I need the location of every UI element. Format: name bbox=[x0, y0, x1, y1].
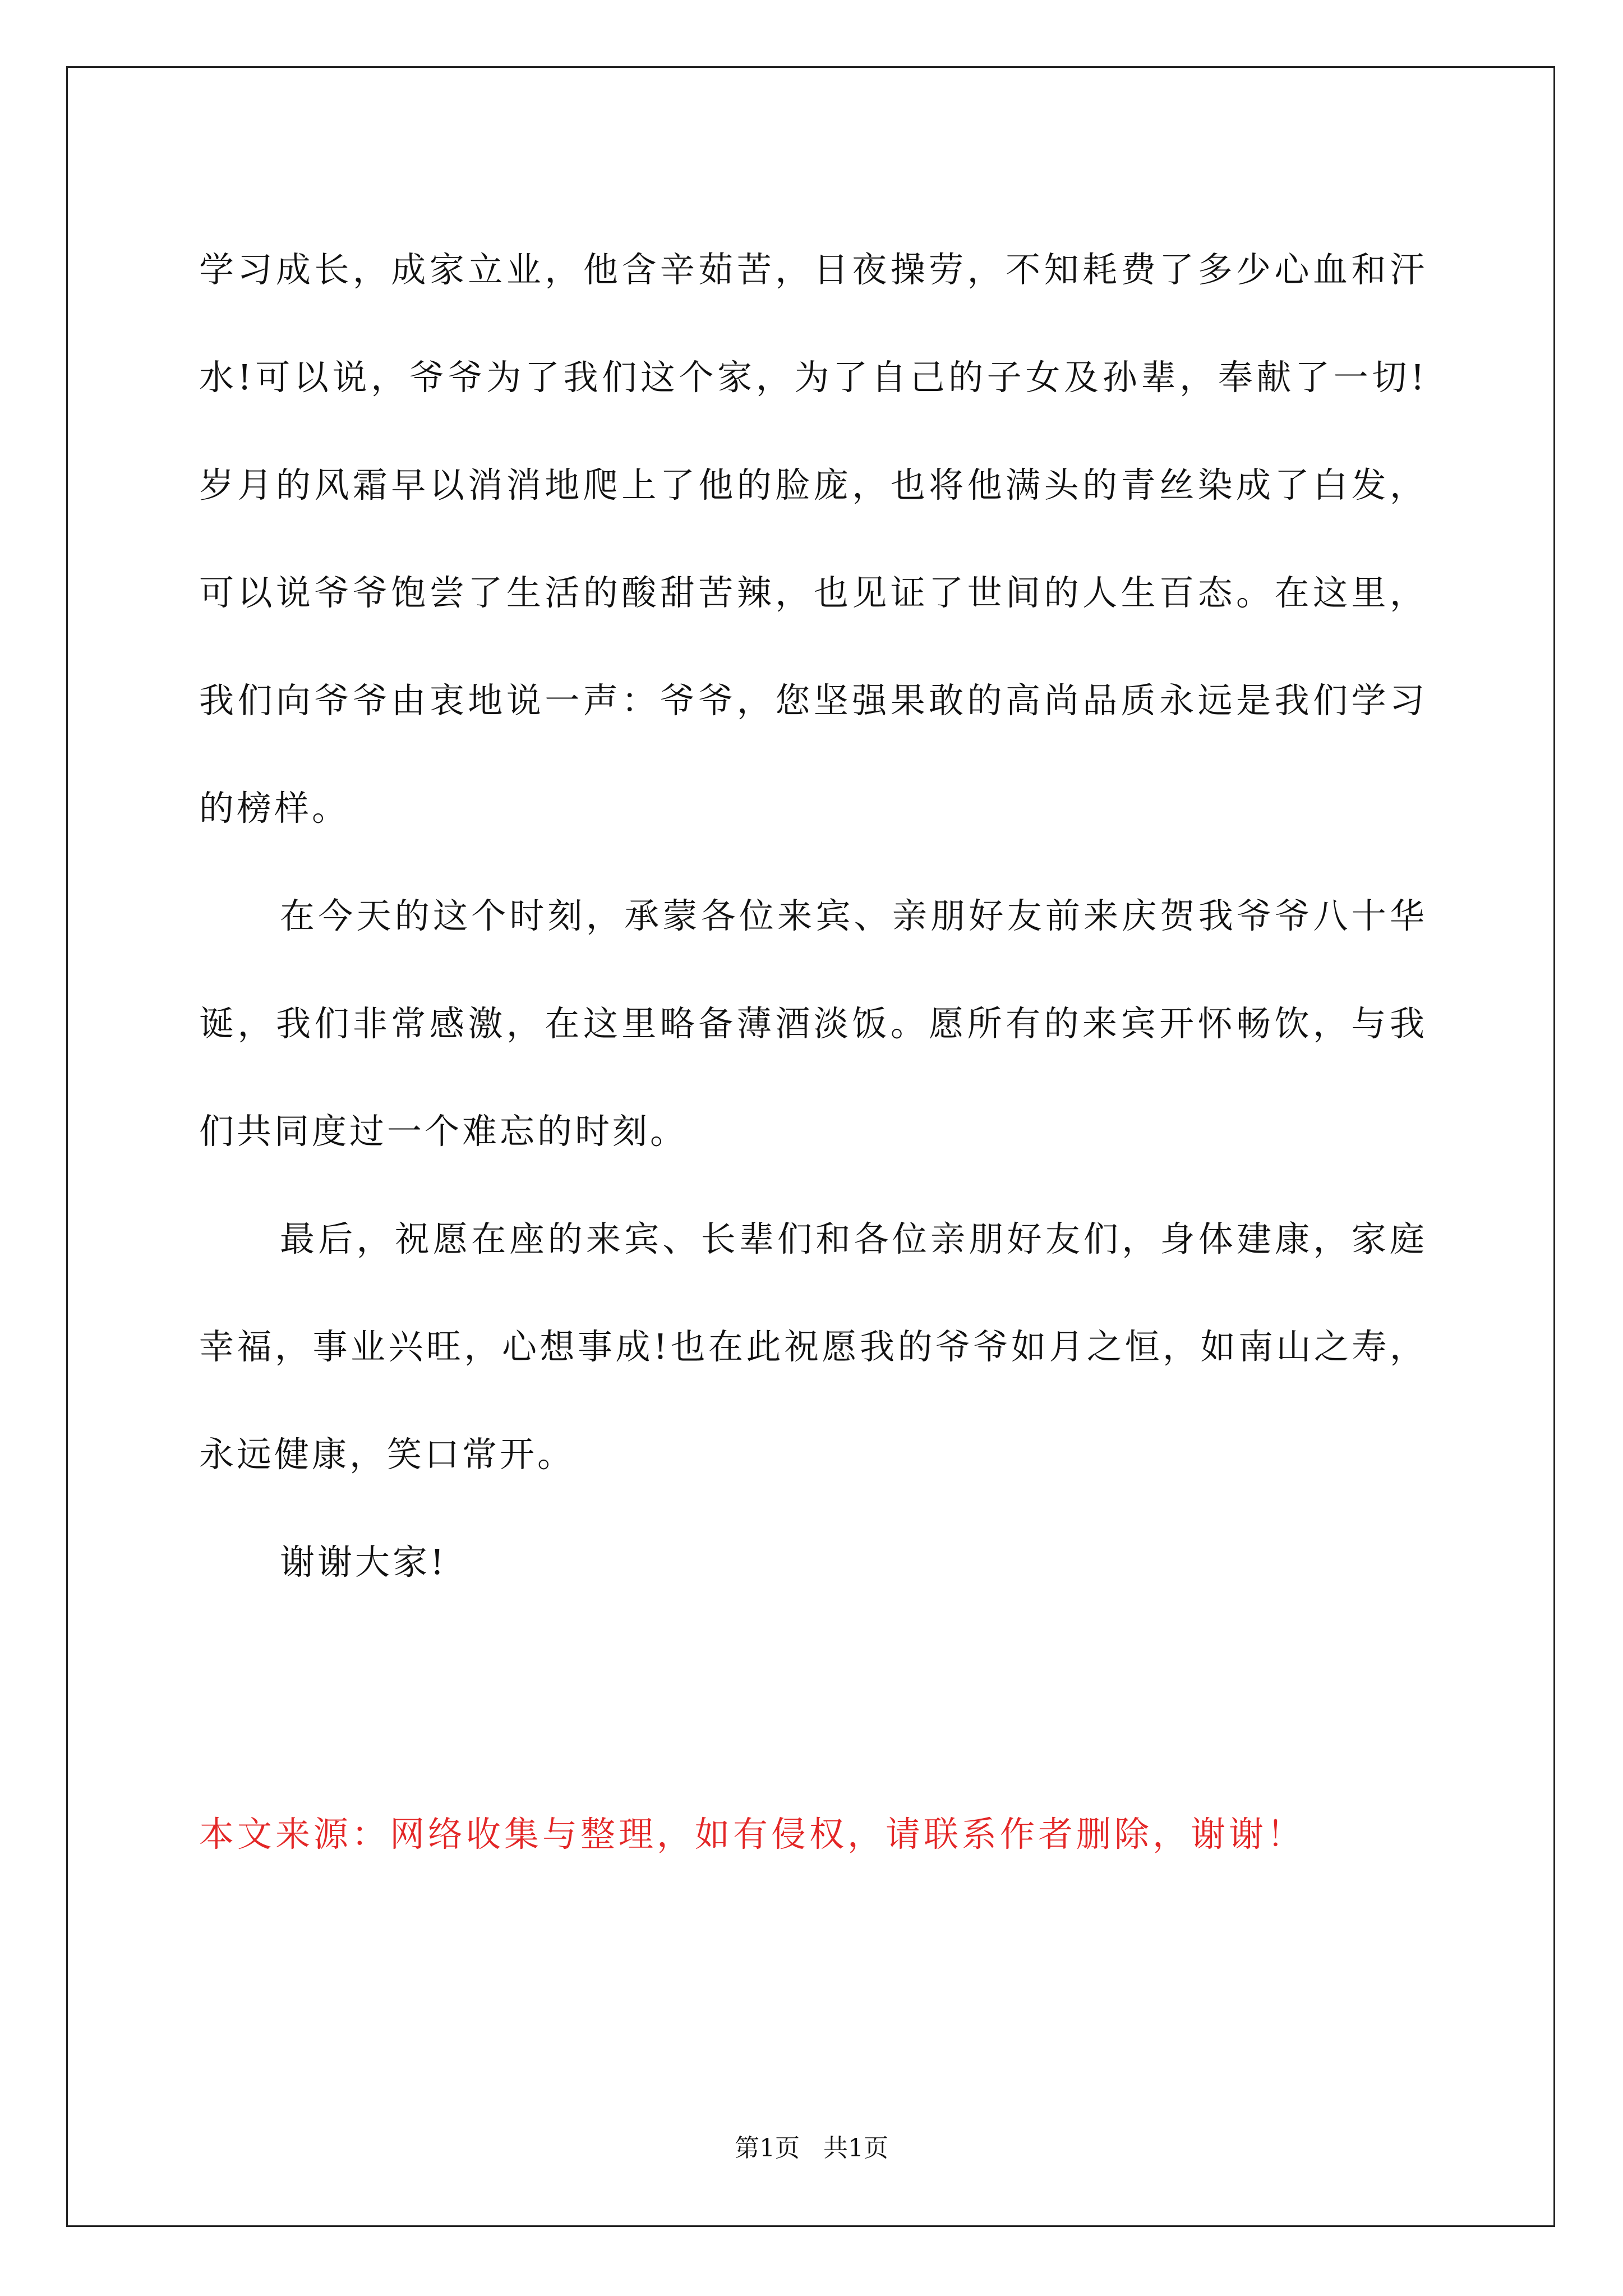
source-note: 本文来源：网络收集与整理，如有侵权，请联系作者删除，谢谢！ bbox=[199, 1814, 1306, 1855]
document-body bbox=[199, 216, 1427, 1616]
paragraph-1: 学习成长，成家立业，他含辛茹苦，日夜操劳，不知耗费了多少心血和汗水!可以说，爷爷为了我们这个家，为了自己的子女及孙辈，奉献了一切!岁月的风霜早以消消地爬上了他的脸庞，也将他满头的青丝染成了白发，可以说爷爷饱尝了生活的酸甜苦辣，也见证了世间的人生百态。在这里，我们向爷爷由衷地说一声：爷爷，您坚强果敢的高尚品质永远是我们学习的榜样。 bbox=[199, 249, 1427, 829]
page-footer: 第1页 共1页 bbox=[735, 2134, 888, 2162]
paragraph-4: 谢谢大家! bbox=[280, 1542, 447, 1582]
paragraph-2: 在今天的这个时刻，承蒙各位来宾、亲朋好友前来庆贺我爷爷八十华诞，我们非常感激，在这里略备薄酒淡饭。愿所有的来宾开怀畅饮，与我们共同度过一个难忘的时刻。 bbox=[199, 895, 1427, 1152]
paragraph-3: 最后，祝愿在座的来宾、长辈们和各位亲朋好友们，身体建康，家庭幸福，事业兴旺，心想事成!也在此祝愿我的爷爷如月之恒，如南山之寿，永远健康，笑口常开。 bbox=[199, 1218, 1427, 1475]
